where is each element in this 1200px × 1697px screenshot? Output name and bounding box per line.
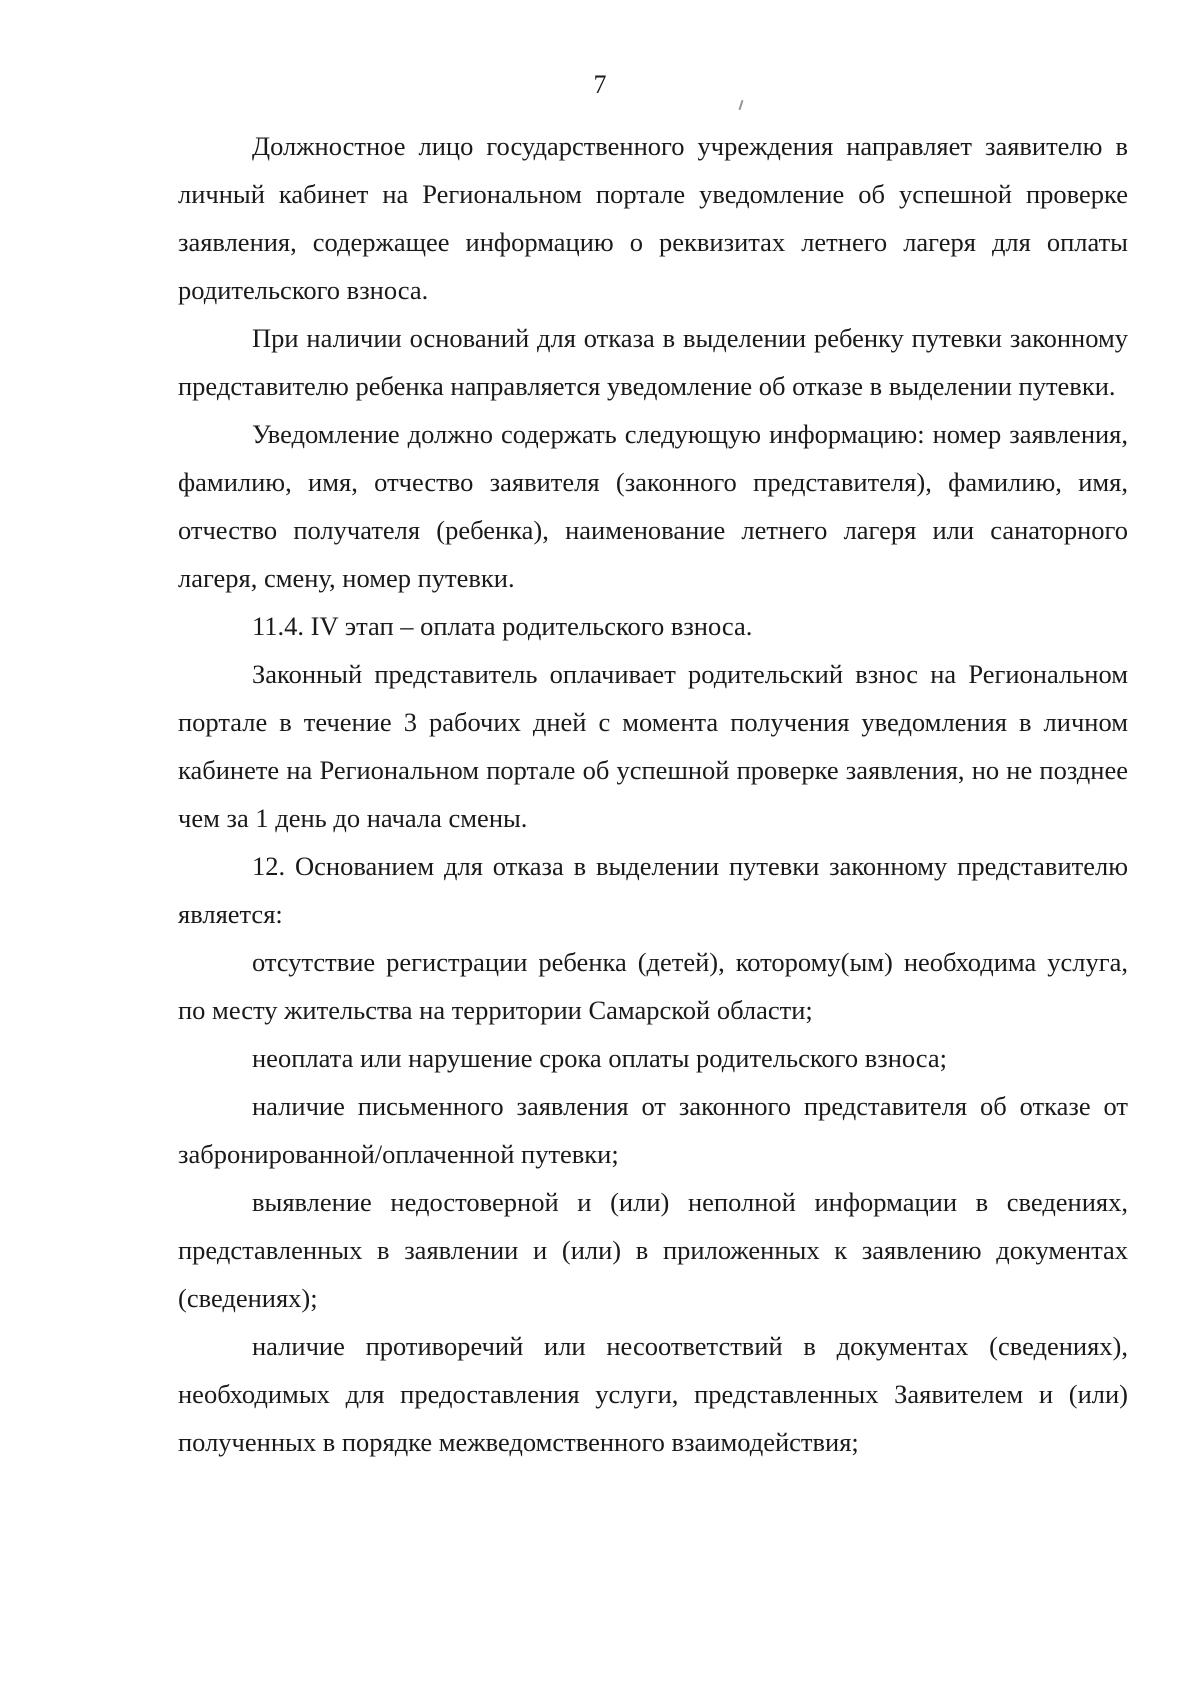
- paragraph-ground-contradictions: наличие противоречий или несоответствий в документах (сведениях), необходимых для предоставления услуги, представленных Заявителем и (или) полученных в порядке межведомственного взаимодействия;: [178, 1331, 1128, 1457]
- paragraph-notice-contents: Уведомление должно содержать следующую информацию: номер заявления, фамилию, имя, отчество заявителя (законного представителя), фамилию, имя, отчество получателя (ребенка), наименование летнего лагеря или санаторного лагеря, смену, номер путевки.: [178, 419, 1128, 593]
- page-number: 7: [593, 70, 607, 99]
- paragraph-ground-unreliable-info: выявление недостоверной и (или) неполной информации в сведениях, представленных в заявлении и (или) в приложенных к заявлению документах (сведениях);: [178, 1187, 1128, 1313]
- document-body: [178, 122, 1128, 1466]
- paragraph-payment-terms: Законный представитель оплачивает родительский взнос на Региональном портале в течение 3 рабочих дней с момента получения уведомления в личном кабинете на Региональном портале об успешной проверке заявления, но не позднее чем за 1 день до начала смены.: [178, 659, 1128, 833]
- paragraph-ground-written-refusal: наличие письменного заявления от законного представителя об отказе от забронированной/оплаченной путевки;: [178, 1091, 1128, 1169]
- paragraph-refusal-notice: При наличии оснований для отказа в выделении ребенку путевки законному представителю ребенка направляется уведомление об отказе в выделении путевки.: [178, 323, 1128, 401]
- paragraph-refusal-grounds-heading: 12. Основанием для отказа в выделении путевки законному представителю является:: [178, 851, 1128, 929]
- scan-mark: [739, 100, 744, 110]
- paragraph-ground-no-registration: отсутствие регистрации ребенка (детей), которому(ым) необходима услуга, по месту жительства на территории Самарской области;: [178, 947, 1128, 1025]
- paragraph-stage-iv-heading: 11.4. IV этап – оплата родительского взноса.: [252, 611, 753, 641]
- paragraph-ground-nonpayment: неоплата или нарушение срока оплаты родительского взноса;: [252, 1043, 948, 1073]
- paragraph-official-notification: Должностное лицо государственного учреждения направляет заявителю в личный кабинет на Региональном портале уведомление об успешной проверке заявления, содержащее информацию о реквизитах летнего лагеря для оплаты родительского взноса.: [178, 131, 1128, 305]
